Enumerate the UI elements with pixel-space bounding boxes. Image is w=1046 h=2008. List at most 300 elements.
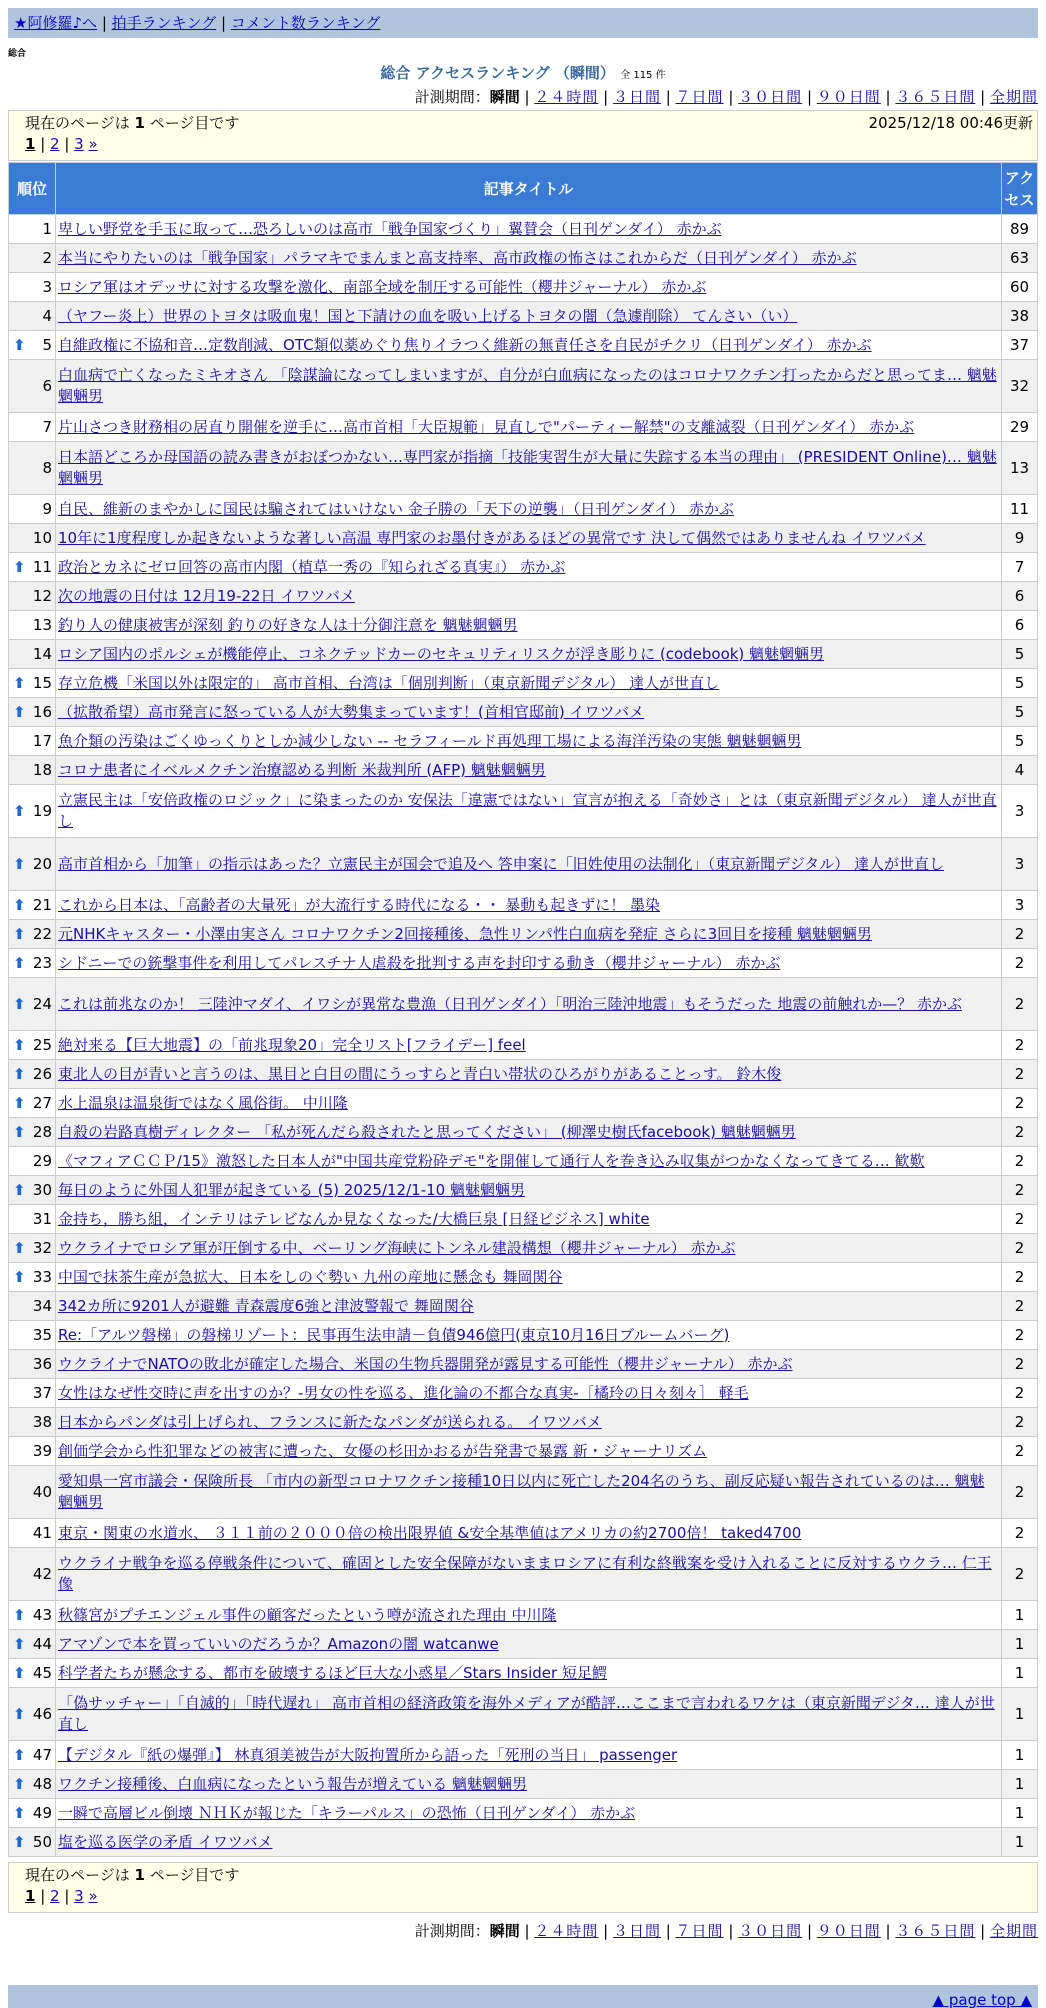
title-cell <box>56 273 1002 302</box>
access-count: 2 <box>1002 1437 1038 1466</box>
table-row <box>9 413 1038 442</box>
period-link[interactable]: ９０日間 <box>816 1922 881 1940</box>
table-row <box>9 1379 1038 1408</box>
rank-number: 38 <box>32 1413 52 1431</box>
nav-separator: | <box>802 1922 817 1940</box>
period-link[interactable]: 全期間 <box>989 88 1038 106</box>
rank-cell <box>9 442 56 495</box>
rank-header: 順位 <box>9 163 56 215</box>
up-arrow-icon: ⬆ <box>13 1065 26 1083</box>
period-link[interactable]: ３日間 <box>612 88 661 106</box>
asyura-home-link[interactable]: ★阿修羅♪へ <box>14 14 98 32</box>
rank-cell <box>9 1659 56 1688</box>
table-row <box>9 1408 1038 1437</box>
title-cell <box>56 891 1002 920</box>
rank-number: 20 <box>32 855 52 873</box>
rank-cell <box>9 1292 56 1321</box>
rank-number: 7 <box>42 418 52 436</box>
title-cell <box>56 360 1002 413</box>
nav-separator: | <box>35 1887 51 1905</box>
title-cell <box>56 524 1002 553</box>
rank-number: 35 <box>32 1326 52 1344</box>
access-count: 89 <box>1002 215 1038 244</box>
article-link[interactable]: 自民、維新のまやかしに国民は騙されてはいけない 金子勝の「天下の逆襲」（日刊ゲンダイ） 赤かぶ <box>58 499 734 518</box>
period-link[interactable]: ３日間 <box>612 1922 661 1940</box>
rank-cell <box>9 1630 56 1659</box>
rank-cell <box>9 1089 56 1118</box>
up-arrow-icon: ⬆ <box>13 1268 26 1286</box>
rank-cell <box>9 1321 56 1350</box>
rank-number: 34 <box>32 1297 52 1315</box>
table-row <box>9 1659 1038 1688</box>
comment-ranking-link[interactable]: コメント数ランキング <box>230 14 381 32</box>
nav-separator: | <box>59 135 75 153</box>
article-link[interactable]: アマゾンで本を買っていいのだろうか？Amazonの闇 watcanwe <box>58 1634 499 1653</box>
article-link[interactable]: 卑しい野党を手玉に取って…恐ろしいのは高市「戦争国家づくり」翼賛会（日刊ゲンダイ） 赤かぶ <box>58 219 722 238</box>
rank-number: 8 <box>42 459 52 477</box>
pager <box>25 134 1021 155</box>
table-row <box>9 360 1038 413</box>
period-label: 計測期間： <box>414 1922 490 1940</box>
article-link[interactable]: 自殺の岩路真樹ディレクター 「私が死んだら殺されたと思ってください」 (柳澤史樹氏facebook) 魑魅魍魎男 <box>58 1122 796 1141</box>
rank-number: 43 <box>32 1606 52 1624</box>
article-link[interactable]: 中国で抹茶生産が急拡大、日本をしのぐ勢い 九州の産地に懸念も 舞岡関谷 <box>58 1267 563 1286</box>
title-cell <box>56 1828 1002 1857</box>
rank-cell <box>9 1234 56 1263</box>
status-post: ページ目です <box>144 114 240 132</box>
period-link[interactable]: ７日間 <box>675 1922 724 1940</box>
rank-cell <box>9 273 56 302</box>
access-count: 1 <box>1002 1659 1038 1688</box>
table-row <box>9 582 1038 611</box>
table-row <box>9 1118 1038 1147</box>
rank-number: 42 <box>32 1565 52 1583</box>
article-link[interactable]: ウクライナ戦争を巡る停戦条件について、確固とした安全保障がないままロシアに有利な終戦案を受け入れることに反対するウクラ… 仁王像 <box>58 1554 992 1593</box>
up-arrow-icon: ⬆ <box>13 1606 26 1624</box>
up-arrow-icon: ⬆ <box>13 1746 26 1764</box>
article-link[interactable]: シドニーでの銃撃事件を利用してパレスチナ人虐殺を批判する声を封印する動き（櫻井ジャーナル） 赤かぶ <box>58 953 781 972</box>
rank-cell <box>9 1147 56 1176</box>
title-cell <box>56 727 1002 756</box>
period-link[interactable]: ２４時間 <box>534 1922 599 1940</box>
access-count: 37 <box>1002 331 1038 360</box>
title-cell <box>56 1741 1002 1770</box>
access-count: 11 <box>1002 495 1038 524</box>
table-row <box>9 442 1038 495</box>
rank-number: 44 <box>32 1635 52 1653</box>
table-row <box>9 1147 1038 1176</box>
rank-number: 5 <box>42 336 52 354</box>
article-link[interactable]: 魚介類の汚染はごくゆっくりとしか減少しない -- セラフィールド再処理工場による海洋汚染の実態 魑魅魍魎男 <box>58 731 802 750</box>
rank-number: 50 <box>32 1833 52 1851</box>
rank-cell <box>9 1466 56 1519</box>
article-link[interactable]: ロシア軍はオデッサに対する攻撃を激化、南部全域を制圧する可能性（櫻井ジャーナル） 赤かぶ <box>58 277 707 296</box>
table-row <box>9 949 1038 978</box>
table-row <box>9 1234 1038 1263</box>
rank-number: 21 <box>32 896 52 914</box>
access-count: 2 <box>1002 1031 1038 1060</box>
article-link[interactable]: 科学者たちが懸念する、都市を破壊するほど巨大な小惑星／Stars Insider 短足鰐 <box>58 1663 607 1682</box>
title-cell <box>56 413 1002 442</box>
article-link[interactable]: 自維政権に不協和音…定数削減、OTC類似薬めぐり焦りイラつく維新の無責任さを自民がチクリ（日刊ゲンダイ） 赤かぶ <box>58 335 872 354</box>
nav-separator: | <box>880 88 896 106</box>
access-count: 2 <box>1002 920 1038 949</box>
rank-cell <box>9 785 56 838</box>
status-num: 1 <box>134 114 145 132</box>
article-link[interactable]: これは前兆なのか！ 三陸沖マダイ、イワシが異常な豊漁（日刊ゲンダイ）「明治三陸沖地震」もそうだった 地震の前触れか—？ 赤かぶ <box>58 994 962 1013</box>
article-link[interactable]: 一瞬で高層ビル倒壊 ＮＨＫが報じた「キラーパルス」の恐怖（日刊ゲンダイ） 赤かぶ <box>58 1803 636 1822</box>
up-arrow-icon: ⬆ <box>13 1094 26 1112</box>
up-arrow-icon: ⬆ <box>13 995 26 1013</box>
article-link[interactable]: 創価学会から性犯罪などの被害に遭った、女優の杉田かおるが告発書で暴露 新・ジャーナリズム <box>58 1441 708 1460</box>
period-link[interactable]: ３６５日間 <box>895 88 976 106</box>
article-link[interactable]: （拡散希望）高市発言に怒っている人が大勢集まっています！(首相官邸前) イワツバメ <box>58 702 645 721</box>
access-count: 32 <box>1002 360 1038 413</box>
title-cell <box>56 1601 1002 1630</box>
title-cell <box>56 978 1002 1031</box>
access-count: 2 <box>1002 1118 1038 1147</box>
table-row <box>9 1548 1038 1601</box>
period-label: 計測期間： <box>414 88 490 106</box>
title-cell <box>56 1437 1002 1466</box>
access-header: アクセス <box>1002 163 1038 215</box>
pager-current: 1 <box>25 1887 36 1905</box>
article-link[interactable]: 次の地震の日付は 12月19-22日 イワツバメ <box>58 586 355 605</box>
up-arrow-icon: ⬆ <box>13 802 26 820</box>
access-count: 2 <box>1002 1234 1038 1263</box>
access-count: 1 <box>1002 1828 1038 1857</box>
table-row <box>9 1176 1038 1205</box>
pager-link[interactable]: » <box>88 135 98 153</box>
rank-number: 18 <box>32 761 52 779</box>
up-arrow-icon: ⬆ <box>13 1833 26 1851</box>
title-cell <box>56 582 1002 611</box>
period-link[interactable]: 全期間 <box>989 1922 1038 1940</box>
rank-number: 19 <box>32 802 52 820</box>
rank-cell <box>9 891 56 920</box>
pager-link[interactable]: 3 <box>74 135 84 153</box>
table-row <box>9 1437 1038 1466</box>
up-arrow-icon: ⬆ <box>13 1036 26 1054</box>
article-link[interactable]: 342カ所に9201人が避難 青森震度6強と津波警報で 舞岡関谷 <box>58 1296 474 1315</box>
rank-number: 22 <box>32 925 52 943</box>
table-row <box>9 1205 1038 1234</box>
rank-number: 45 <box>32 1664 52 1682</box>
rank-number: 9 <box>42 500 52 518</box>
nav-separator: | <box>802 88 817 106</box>
status-pre: 現在のページは <box>25 114 135 132</box>
access-count: 2 <box>1002 1176 1038 1205</box>
rank-number: 17 <box>32 732 52 750</box>
article-link[interactable]: ウクライナでロシア軍が圧倒する中、ベーリング海峡にトンネル建設構想（櫻井ジャーナル） 赤かぶ <box>58 1238 736 1257</box>
rank-number: 32 <box>32 1239 52 1257</box>
title-cell <box>56 1770 1002 1799</box>
rank-number: 26 <box>32 1065 52 1083</box>
pager-link[interactable]: » <box>88 1887 98 1905</box>
article-link[interactable]: コロナ患者にイベルメクチン治療認める判断 米裁判所 (AFP) 魑魅魍魎男 <box>58 760 546 779</box>
access-count: 7 <box>1002 553 1038 582</box>
title-cell <box>56 1060 1002 1089</box>
up-arrow-icon: ⬆ <box>13 1775 26 1793</box>
article-link[interactable]: 片山さつき財務相の居直り開催を逆手に…高市首相「大臣規範」見直しで"パーティー解禁"の支離滅裂（日刊ゲンダイ） 赤かぶ <box>58 417 915 436</box>
title-cell <box>56 331 1002 360</box>
rank-cell <box>9 1205 56 1234</box>
access-count: 63 <box>1002 244 1038 273</box>
access-count: 3 <box>1002 838 1038 891</box>
footer-bar <box>8 1985 1038 2008</box>
table-row <box>9 978 1038 1031</box>
title-cell <box>56 698 1002 727</box>
access-count: 2 <box>1002 949 1038 978</box>
access-count: 1 <box>1002 1601 1038 1630</box>
access-count: 2 <box>1002 1350 1038 1379</box>
status-pre: 現在のページは <box>25 1866 135 1884</box>
table-row <box>9 524 1038 553</box>
rank-number: 6 <box>42 377 52 395</box>
rank-cell <box>9 1741 56 1770</box>
title-cell <box>56 1379 1002 1408</box>
table-row <box>9 553 1038 582</box>
table-row <box>9 785 1038 838</box>
rank-cell <box>9 413 56 442</box>
title-cell <box>56 1205 1002 1234</box>
title-cell <box>56 785 1002 838</box>
rank-cell <box>9 1548 56 1601</box>
up-arrow-icon: ⬆ <box>13 558 26 576</box>
rank-number: 15 <box>32 674 52 692</box>
table-row <box>9 1031 1038 1060</box>
pager-link[interactable]: 2 <box>50 1887 60 1905</box>
rank-number: 25 <box>32 1036 52 1054</box>
article-link[interactable]: 東北人の目が青いと言うのは、黒目と白目の間にうっすらと青白い帯状のひろがりがあることっす。 鈴木俊 <box>58 1064 782 1083</box>
table-row <box>9 1741 1038 1770</box>
access-count: 29 <box>1002 413 1038 442</box>
period-link[interactable]: ３０日間 <box>738 88 803 106</box>
nav-separator: | <box>101 14 107 32</box>
article-link[interactable]: ウクライナでNATOの敗北が確定した場合、米国の生物兵器開発が露見する可能性（櫻井ジャーナル） 赤かぶ <box>58 1354 793 1373</box>
rank-cell <box>9 756 56 785</box>
title-cell <box>56 1466 1002 1519</box>
rank-cell <box>9 611 56 640</box>
title-cell <box>56 1176 1002 1205</box>
rank-cell <box>9 1770 56 1799</box>
rank-cell <box>9 1176 56 1205</box>
up-arrow-icon: ⬆ <box>13 1123 26 1141</box>
rank-number: 4 <box>42 307 52 325</box>
rank-number: 3 <box>42 278 52 296</box>
access-count: 1 <box>1002 1630 1038 1659</box>
up-arrow-icon: ⬆ <box>13 1239 26 1257</box>
pager-link[interactable]: 2 <box>50 135 60 153</box>
rank-cell <box>9 302 56 331</box>
up-arrow-icon: ⬆ <box>13 1181 26 1199</box>
rank-number: 30 <box>32 1181 52 1199</box>
nav-separator: | <box>221 14 227 32</box>
rank-number: 11 <box>32 558 52 576</box>
rank-cell <box>9 1263 56 1292</box>
table-row <box>9 1321 1038 1350</box>
access-count: 2 <box>1002 1147 1038 1176</box>
rank-number: 23 <box>32 954 52 972</box>
access-count: 60 <box>1002 273 1038 302</box>
up-arrow-icon: ⬆ <box>13 925 26 943</box>
article-link[interactable]: ロシア国内のポルシェが機能停止、コネクテッドカーのセキュリティリスクが浮き彫りに (codebook) 魑魅魍魎男 <box>58 644 825 663</box>
article-link[interactable]: 政治とカネにゼロ回答の高市内閣（植草一秀の『知られざる真実』） 赤かぶ <box>58 557 566 576</box>
up-arrow-icon: ⬆ <box>13 1664 26 1682</box>
rank-number: 46 <box>32 1705 52 1723</box>
article-link[interactable]: 元NHKキャスター・小澤由実さん コロナワクチン2回接種後、急性リンパ性白血病を発症 さらに3回目を接種 魑魅魍魎男 <box>58 924 872 943</box>
pager-link[interactable]: 3 <box>74 1887 84 1905</box>
access-count: 2 <box>1002 1263 1038 1292</box>
access-count: 5 <box>1002 698 1038 727</box>
article-link[interactable]: 日本語どころか母国語の読み書きがおぼつかない…専門家が指摘「技能実習生が大量に失踪する本当の理由」 (PRESIDENT Online)… 魑魅魍魎男 <box>58 448 997 487</box>
access-count: 6 <box>1002 611 1038 640</box>
rank-number: 2 <box>42 249 52 267</box>
article-link[interactable]: 本当にやりたいのは「戦争国家」パラマキでまんまと高支持率、高市政権の怖さはこれからだ（日刊ゲンダイ） 赤かぶ <box>58 248 857 267</box>
rank-number: 31 <box>32 1210 52 1228</box>
rank-cell <box>9 1437 56 1466</box>
item-count: 全 115 件 <box>620 70 666 81</box>
up-arrow-icon: ⬆ <box>13 1705 26 1723</box>
rank-number: 37 <box>32 1384 52 1402</box>
title-cell <box>56 1118 1002 1147</box>
title-cell <box>56 1089 1002 1118</box>
title-cell <box>56 1321 1002 1350</box>
article-link[interactable]: 女性はなぜ性交時に声を出すのか？-男女の性を巡る、進化論の不都合な真実-［橘玲の日々刻々］ 軽毛 <box>58 1383 749 1402</box>
title-cell <box>56 920 1002 949</box>
table-row <box>9 1630 1038 1659</box>
title-cell <box>56 1234 1002 1263</box>
access-count: 2 <box>1002 978 1038 1031</box>
article-link[interactable]: 東京・関東の水道水、 ３１１前の２０００倍の検出限界値 &安全基準値はアメリカの約2700倍！ taked4700 <box>58 1523 802 1542</box>
access-count: 1 <box>1002 1799 1038 1828</box>
title-cell <box>56 1263 1002 1292</box>
nav-separator: | <box>519 1922 535 1940</box>
article-link[interactable]: 秋篠宮がプチエンジェル事件の顧客だったという噂が流された理由 中川隆 <box>58 1605 557 1624</box>
access-count: 2 <box>1002 1408 1038 1437</box>
article-link[interactable]: 存立危機「米国以外は限定的」 高市首相、台湾は「個別判断」（東京新聞デジタル） 達人が世直し <box>58 673 720 692</box>
article-link[interactable]: 立憲民主は「安倍政権のロジック」に染まったのか 安保法「違憲ではない」宣言が抱える「奇妙さ」とは（東京新聞デジタル） 達人が世直し <box>58 791 997 830</box>
article-link[interactable]: 日本からパンダは引上げられ、フランスに新たなパンダが送られる。 イワツバメ <box>58 1412 602 1431</box>
rank-number: 47 <box>32 1746 52 1764</box>
rank-number: 12 <box>32 587 52 605</box>
nav-separator: | <box>35 135 51 153</box>
title-cell <box>56 611 1002 640</box>
article-link[interactable]: 絶対来る【巨大地震】の「前兆現象20」完全リスト[フライデー] feel <box>58 1035 526 1054</box>
article-link[interactable]: ワクチン接種後、白血病になったという報告が増えている 魑魅魍魎男 <box>58 1774 528 1793</box>
article-link[interactable]: 釣り人の健康被害が深刻 釣りの好きな人は十分御注意を 魑魅魍魎男 <box>58 615 518 634</box>
title-cell <box>56 1659 1002 1688</box>
rank-number: 13 <box>32 616 52 634</box>
table-row <box>9 756 1038 785</box>
title-cell <box>56 949 1002 978</box>
rank-cell <box>9 1688 56 1741</box>
period-link[interactable]: ７日間 <box>675 88 724 106</box>
rank-cell <box>9 553 56 582</box>
rank-cell <box>9 244 56 273</box>
rank-number: 1 <box>42 220 52 238</box>
access-count: 2 <box>1002 1321 1038 1350</box>
title-cell <box>56 1548 1002 1601</box>
access-count: 5 <box>1002 669 1038 698</box>
nav-separator: | <box>723 88 739 106</box>
title-cell <box>56 215 1002 244</box>
article-link[interactable]: 白血病で亡くなったミキオさん 「陰謀論になってしまいますが、自分が白血病になったのはコロナワクチン打ったからだと思ってま… 魑魅魍魎男 <box>58 366 997 405</box>
article-link[interactable]: 毎日のように外国人犯罪が起きている (5) 2025/12/1-10 魑魅魍魎男 <box>58 1180 525 1199</box>
article-link[interactable]: 10年に1度程度しか起きないような著しい高温 専門家のお墨付きがあるほどの異常です 決して偶然ではありませんね イワツバメ <box>58 528 926 547</box>
rank-cell <box>9 360 56 413</box>
category-label: 総合 <box>8 49 27 59</box>
article-link[interactable]: 高市首相から「加筆」の指示はあった？立憲民主が国会で追及へ 答申案に「旧姓使用の法制化」（東京新聞デジタル） 達人が世直し <box>58 854 944 873</box>
article-link[interactable]: 「偽サッチャー」「自滅的」「時代遅れ」 高市首相の経済政策を海外メディアが酷評…ここまで言われるワケは（東京新聞デジタ… 達人が世直し <box>58 1694 995 1733</box>
rank-number: 14 <box>32 645 52 663</box>
nav-separator: | <box>598 88 613 106</box>
table-row <box>9 215 1038 244</box>
nav-separator: | <box>975 88 990 106</box>
rank-cell <box>9 1519 56 1548</box>
rank-number: 39 <box>32 1442 52 1460</box>
article-link[interactable]: 【デジタル『紙の爆弾』】 林真須美被告が大阪拘置所から語った「死刑の当日」 passenger <box>58 1745 678 1764</box>
table-row <box>9 1292 1038 1321</box>
article-link[interactable]: Re:「アルツ磐梯」の磐梯リゾート：民事再生法申請－負債946億円(東京10月16日ブルームバーグ) <box>58 1325 730 1344</box>
access-count: 5 <box>1002 640 1038 669</box>
table-row <box>9 1060 1038 1089</box>
article-link[interactable]: 《マフィアＣＣＰ/15》激怒した日本人が"中国共産党粉砕デモ"を開催して通行人を巻き込み収集がつかなくなってきてる… 歓歎 <box>58 1151 925 1170</box>
applause-ranking-link[interactable]: 拍手ランキング <box>111 14 217 32</box>
table-row <box>9 727 1038 756</box>
pagination-box-top <box>8 110 1038 161</box>
article-link[interactable]: （ヤフー炎上）世界のトヨタは吸血鬼！国と下請けの血を吸い上げるトヨタの闇（急遽削除） てんさい（い） <box>58 306 798 325</box>
article-link[interactable]: 金持ち，勝ち組，インテリはテレビなんか見なくなった/大橋巨泉 [日経ビジネス] white <box>58 1209 650 1228</box>
table-row <box>9 1466 1038 1519</box>
ranking-table <box>8 162 1038 1857</box>
updated-time: 2025/12/18 00:46更新 <box>868 114 1033 132</box>
rank-number: 28 <box>32 1123 52 1141</box>
status-num: 1 <box>134 1866 145 1884</box>
access-count: 2 <box>1002 1205 1038 1234</box>
period-link[interactable]: ３６５日間 <box>895 1922 976 1940</box>
article-link[interactable]: 塩を巡る医学の矛盾 イワツバメ <box>58 1832 273 1851</box>
period-link[interactable]: ２４時間 <box>534 88 599 106</box>
table-row <box>9 838 1038 891</box>
article-link[interactable]: これから日本は、「高齢者の大量死」が大流行する時代になる・・ 暴動も起きずに！ 墨染 <box>58 895 661 914</box>
access-count: 4 <box>1002 756 1038 785</box>
table-row <box>9 302 1038 331</box>
period-link[interactable]: ３０日間 <box>738 1922 803 1940</box>
title-cell <box>56 1147 1002 1176</box>
rank-cell <box>9 1601 56 1630</box>
article-link[interactable]: 愛知県一宮市議会・保険所長 「市内の新型コロナワクチン接種10日以内に死亡した204名のうち、副反応疑い報告されているのは… 魑魅魍魎男 <box>58 1472 985 1511</box>
page-title <box>0 62 1046 83</box>
period-link[interactable]: ９０日間 <box>816 88 881 106</box>
access-count: 38 <box>1002 302 1038 331</box>
table-row <box>9 1770 1038 1799</box>
up-arrow-icon: ⬆ <box>13 674 26 692</box>
page-top-link[interactable]: ▲ page top ▲ <box>932 1991 1032 2008</box>
title-cell <box>56 1350 1002 1379</box>
title-cell <box>56 553 1002 582</box>
article-link[interactable]: 水上温泉は温泉街ではなく風俗街。 中川隆 <box>58 1093 348 1112</box>
up-arrow-icon: ⬆ <box>13 954 26 972</box>
title-cell <box>56 1519 1002 1548</box>
top-nav-bar <box>8 8 1038 38</box>
rank-cell <box>9 582 56 611</box>
rank-cell <box>9 1350 56 1379</box>
pagination-box-bottom <box>8 1862 1038 1913</box>
table-row <box>9 611 1038 640</box>
up-arrow-icon: ⬆ <box>13 703 26 721</box>
table-row <box>9 244 1038 273</box>
